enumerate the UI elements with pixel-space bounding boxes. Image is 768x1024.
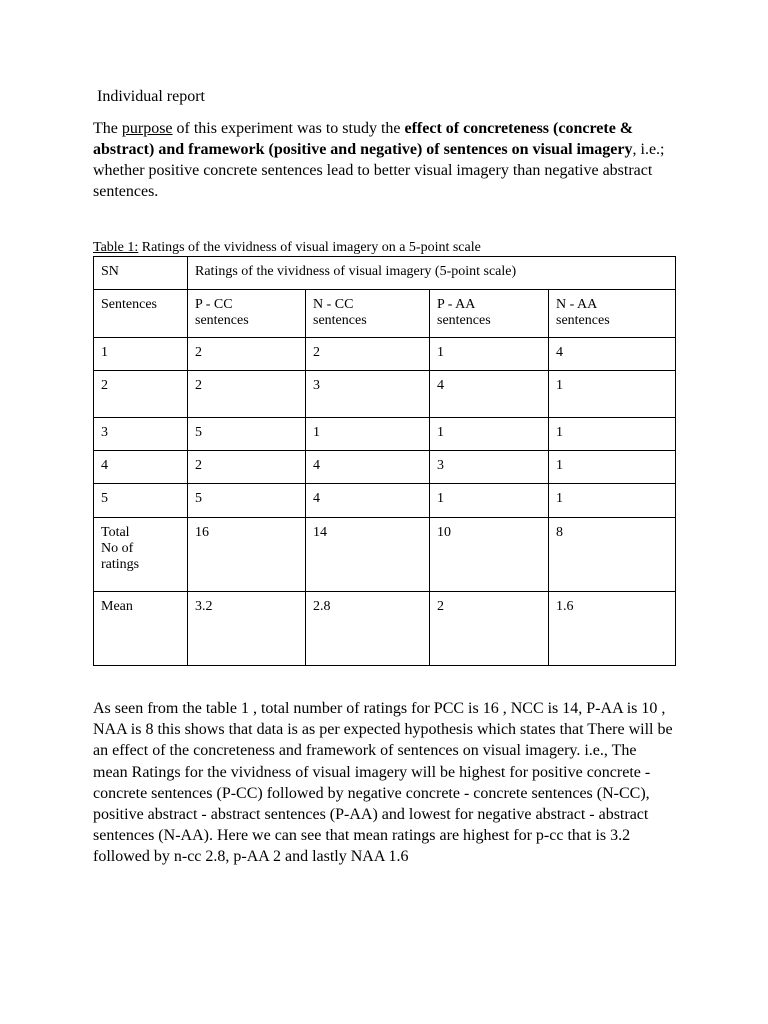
table-cell: 2 — [188, 371, 306, 418]
table-total-row — [94, 518, 676, 592]
purpose-text-3: , i.e.; whether positive concrete sentences lead to better visual imagery than negative abstract sentences. — [93, 141, 665, 200]
table-cell: 1 — [549, 371, 676, 418]
table-cell: 4 — [306, 451, 430, 484]
total-cell: 8 — [549, 518, 676, 592]
total-cell: 16 — [188, 518, 306, 592]
sentences-label-cell: Sentences — [94, 290, 188, 338]
table-cell: 4 — [306, 484, 430, 518]
table-cell: 1 — [549, 418, 676, 451]
header-ratings-cell: Ratings of the vividness of visual imagery (5-point scale) — [188, 257, 676, 290]
table-caption-text: Ratings of the vividness of visual imagery on a 5-point scale — [138, 240, 481, 255]
table-caption-label: Table 1: — [93, 240, 139, 255]
table-subheader-row — [94, 290, 676, 338]
table-row — [94, 418, 676, 451]
mean-cell: 3.2 — [188, 592, 306, 666]
table-cell: 1 — [549, 484, 676, 518]
header-sn-cell: SN — [94, 257, 188, 290]
column-header-paa: P - AA sentences — [430, 290, 549, 338]
table-cell: 5 — [188, 484, 306, 518]
purpose-paragraph — [93, 118, 675, 202]
table-cell: 5 — [188, 418, 306, 451]
table-cell: 4 — [430, 371, 549, 418]
row-sn-cell: 1 — [94, 338, 188, 371]
mean-cell: 1.6 — [549, 592, 676, 666]
table-header-row — [94, 257, 676, 290]
table-cell: 3 — [306, 371, 430, 418]
purpose-text-2: of this experiment was to study the — [172, 120, 405, 137]
ratings-table — [93, 256, 676, 666]
discussion-paragraph: As seen from the table 1 , total number of ratings for PCC is 16 , NCC is 14, P-AA is 10 , NAA is 8 this shows that data is as per expected hypothesis which states that There will be an effect of the concreteness and framework of sentences on visual imagery. i.e., The mean Ratings for the vividness of visual imagery will be highest for positive concrete - concrete sentences (P-CC) followed by negative concrete - concrete sentences (N-CC), positive abstract - abstract sentences (P-AA) and lowest for negative abstract - abstract sentences (N-AA). Here we can see that mean ratings are highest for p-cc that is 3.2 followed by n-cc 2.8, p-AA 2 and lastly NAA 1.6 — [93, 700, 673, 866]
row-sn-cell: 5 — [94, 484, 188, 518]
report-heading: Individual report — [97, 88, 205, 105]
row-sn-cell: 3 — [94, 418, 188, 451]
table-cell: 1 — [430, 338, 549, 371]
table-cell: 3 — [430, 451, 549, 484]
column-header-ncc: N - CC sentences — [306, 290, 430, 338]
mean-cell: 2 — [430, 592, 549, 666]
table-cell: 4 — [549, 338, 676, 371]
table-mean-row — [94, 592, 676, 666]
mean-cell: 2.8 — [306, 592, 430, 666]
purpose-bold-text: effect of concreteness (concrete & abstract) and framework (positive and negative) of sentences on visual imagery — [93, 120, 634, 158]
table-cell: 1 — [306, 418, 430, 451]
table-cell: 2 — [306, 338, 430, 371]
row-sn-cell: 2 — [94, 371, 188, 418]
table-row — [94, 338, 676, 371]
purpose-text-1: The — [93, 120, 122, 137]
table-cell: 2 — [188, 451, 306, 484]
row-sn-cell: 4 — [94, 451, 188, 484]
table-cell: 1 — [549, 451, 676, 484]
total-label-cell: Total No of ratings — [94, 518, 188, 592]
table-row — [94, 451, 676, 484]
document-page — [93, 86, 675, 868]
table-cell: 1 — [430, 484, 549, 518]
column-header-naa: N - AA sentences — [549, 290, 676, 338]
purpose-underlined-word: purpose — [121, 120, 173, 137]
table-cell: 2 — [188, 338, 306, 371]
table-cell: 1 — [430, 418, 549, 451]
total-cell: 14 — [306, 518, 430, 592]
column-header-pcc: P - CC sentences — [188, 290, 306, 338]
table-row — [94, 484, 676, 518]
table-row — [94, 371, 676, 418]
total-cell: 10 — [430, 518, 549, 592]
table-caption — [93, 240, 675, 256]
mean-label-cell: Mean — [94, 592, 188, 666]
